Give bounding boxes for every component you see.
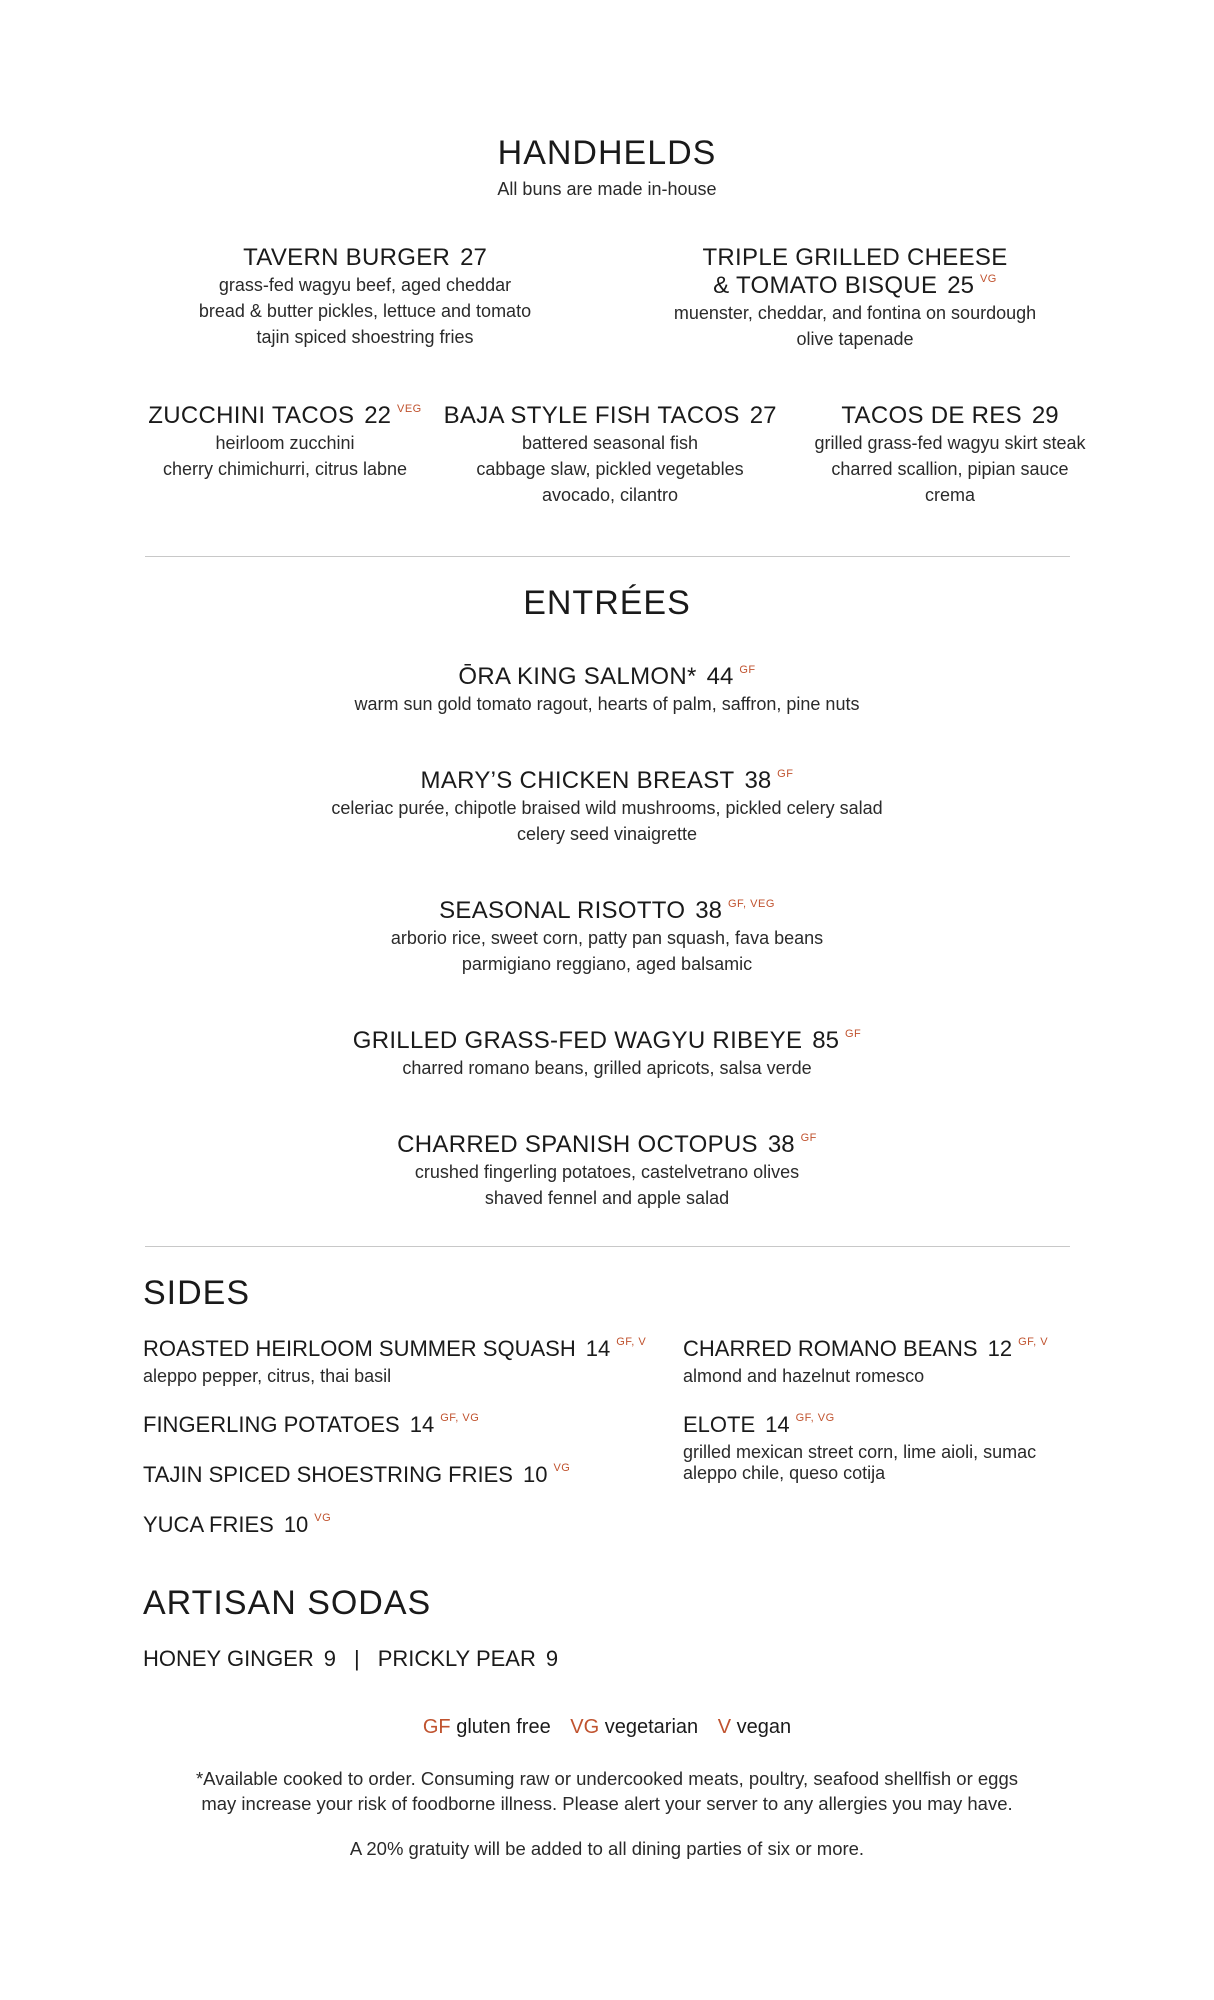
legend-text-gf: gluten free [456, 1716, 551, 1738]
item-price: 10 [283, 1512, 309, 1537]
side-item-yuca-fries [143, 1512, 331, 1538]
sodas-line [143, 1646, 558, 1672]
item-name: TAVERN BURGER [243, 244, 451, 271]
item-price: 10 [522, 1462, 548, 1487]
legend-code-vg: VG [570, 1716, 600, 1738]
item-desc-line: parmigiano reggiano, aged balsamic [461, 954, 753, 974]
dietary-tag: GF, VG [795, 1412, 835, 1424]
item-name: MARY’S CHICKEN BREAST [420, 767, 735, 794]
soda-name: PRICKLY PEAR [377, 1646, 536, 1671]
item-name: TACOS DE RES [841, 402, 1022, 429]
sides-title: SIDES [143, 1274, 251, 1312]
menu-item-seasonal-risotto [0, 897, 1214, 977]
item-name: FINGERLING POTATOES [143, 1412, 400, 1437]
item-desc-line: grass-fed wagyu beef, aged cheddar [218, 275, 512, 295]
item-name: ZUCCHINI TACOS [148, 402, 355, 429]
item-name: ŌRA KING SALMON* [458, 663, 697, 690]
legend-code-gf: GF [422, 1716, 451, 1738]
disclaimer-line: *Available cooked to order. Consuming raw or undercooked meats, poultry, seafood shellfish or eggs [195, 1768, 1018, 1789]
item-price: 29 [1031, 402, 1059, 429]
item-name: SEASONAL RISOTTO [439, 897, 686, 924]
item-price: 14 [765, 1412, 790, 1437]
legend-text-vg: vegetarian [604, 1716, 699, 1738]
item-price: 27 [460, 244, 487, 271]
menu-item-triple-grilled-cheese [630, 244, 1080, 352]
soda-price: 9 [545, 1646, 559, 1671]
menu-item-tacos-de-res [790, 402, 1110, 508]
item-name: CHARRED SPANISH OCTOPUS [397, 1131, 758, 1158]
item-desc-line: aleppo pepper, citrus, thai basil [143, 1366, 392, 1386]
item-desc-line: shaved fennel and apple salad [484, 1188, 730, 1208]
menu-item-baja-fish-tacos [440, 402, 780, 508]
item-price: 38 [744, 767, 772, 794]
item-desc-line: charred scallion, pipian sauce [831, 459, 1069, 479]
item-name: ELOTE [683, 1412, 756, 1437]
item-desc-line: aleppo chile, queso cotija [683, 1463, 886, 1483]
dietary-tag: GF [800, 1132, 817, 1144]
item-price: 25 [947, 272, 974, 299]
item-price: 12 [987, 1336, 1013, 1361]
item-desc-line: grilled mexican street corn, lime aioli, sumac [683, 1442, 1037, 1462]
item-desc-line: warm sun gold tomato ragout, hearts of palm, saffron, pine nuts [354, 694, 860, 714]
menu-item-tavern-burger [140, 244, 590, 350]
item-desc-line: avocado, cilantro [541, 485, 679, 505]
item-desc-line: bread & butter pickles, lettuce and tomato [198, 301, 532, 321]
item-desc-line: crushed fingerling potatoes, castelvetrano olives [414, 1162, 800, 1182]
dietary-tag: GF [739, 664, 756, 676]
item-price: 85 [812, 1027, 839, 1054]
item-price: 44 [706, 663, 734, 690]
item-desc-line: cherry chimichurri, citrus labne [162, 459, 408, 479]
item-name-line1: TRIPLE GRILLED CHEESE [702, 244, 1008, 271]
item-name: YUCA FRIES [143, 1512, 274, 1537]
menu-item-ora-king-salmon [0, 663, 1214, 717]
side-item-shoestring-fries [143, 1462, 570, 1488]
section-divider [145, 1246, 1070, 1247]
item-name: ROASTED HEIRLOOM SUMMER SQUASH [143, 1336, 576, 1361]
item-desc-line: grilled grass-fed wagyu skirt steak [814, 433, 1086, 453]
side-item-fingerling-potatoes [143, 1412, 479, 1438]
dietary-tag: VEG [396, 403, 422, 415]
soda-separator: | [354, 1646, 360, 1671]
dietary-tag: GF, V [616, 1336, 647, 1348]
entrees-title: ENTRÉES [523, 584, 691, 622]
dietary-tag: GF, VG [440, 1412, 480, 1424]
menu-item-zucchini-tacos [130, 402, 440, 482]
item-desc-line: olive tapenade [796, 329, 914, 349]
item-desc-line: tajin spiced shoestring fries [256, 327, 474, 347]
item-desc-line: heirloom zucchini [215, 433, 355, 453]
item-desc-line: cabbage slaw, pickled vegetables [476, 459, 744, 479]
side-item-romano-beans [683, 1336, 1048, 1387]
side-item-summer-squash [143, 1336, 646, 1387]
dietary-tag: GF, V [1018, 1336, 1049, 1348]
footer-disclaimer [0, 1766, 1214, 1816]
item-name: CHARRED ROMANO BEANS [683, 1336, 978, 1361]
item-desc-line: arborio rice, sweet corn, patty pan squash, fava beans [390, 928, 824, 948]
item-price: 27 [749, 402, 777, 429]
dietary-legend [0, 1716, 1214, 1739]
dietary-tag: VG [314, 1512, 332, 1524]
item-name-line2: & TOMATO BISQUE [713, 272, 938, 299]
legend-text-v: vegan [736, 1716, 792, 1738]
item-name: BAJA STYLE FISH TACOS [443, 402, 740, 429]
item-desc-line: celeriac purée, chipotle braised wild mushrooms, pickled celery salad [331, 798, 883, 818]
item-desc-line: battered seasonal fish [521, 433, 699, 453]
menu-item-marys-chicken-breast [0, 767, 1214, 847]
item-name: TAJIN SPICED SHOESTRING FRIES [143, 1462, 513, 1487]
dietary-tag: GF, VEG [728, 898, 775, 910]
section-divider [145, 556, 1070, 557]
dietary-tag: GF [777, 768, 794, 780]
item-desc-line: charred romano beans, grilled apricots, salsa verde [402, 1058, 812, 1078]
sodas-title: ARTISAN SODAS [143, 1584, 432, 1622]
menu-item-spanish-octopus [0, 1131, 1214, 1211]
item-desc-line: muenster, cheddar, and fontina on sourdough [673, 303, 1037, 323]
handhelds-subtitle: All buns are made in-house [497, 179, 717, 199]
item-price: 22 [364, 402, 391, 429]
item-desc-line: celery seed vinaigrette [516, 824, 698, 844]
handhelds-title: HANDHELDS [497, 134, 717, 172]
gratuity-note: A 20% gratuity will be added to all dining parties of six or more. [349, 1838, 865, 1859]
item-desc-line: almond and hazelnut romesco [683, 1366, 925, 1386]
disclaimer-line: may increase your risk of foodborne illness. Please alert your server to any allergies you may have. [201, 1793, 1013, 1814]
side-item-elote [683, 1412, 1036, 1484]
menu-item-wagyu-ribeye [0, 1027, 1214, 1081]
item-price: 38 [767, 1131, 795, 1158]
legend-code-v: V [717, 1716, 732, 1738]
soda-price: 9 [323, 1646, 336, 1671]
item-desc-line: crema [924, 485, 975, 505]
dietary-tag: GF [844, 1028, 862, 1040]
item-name: GRILLED GRASS-FED WAGYU RIBEYE [352, 1027, 803, 1054]
dietary-tag: VG [553, 1462, 571, 1474]
dietary-tag: VG [979, 273, 997, 285]
soda-name: HONEY GINGER [143, 1646, 314, 1671]
item-price: 14 [409, 1412, 435, 1437]
item-price: 14 [585, 1336, 611, 1361]
item-price: 38 [695, 897, 722, 924]
